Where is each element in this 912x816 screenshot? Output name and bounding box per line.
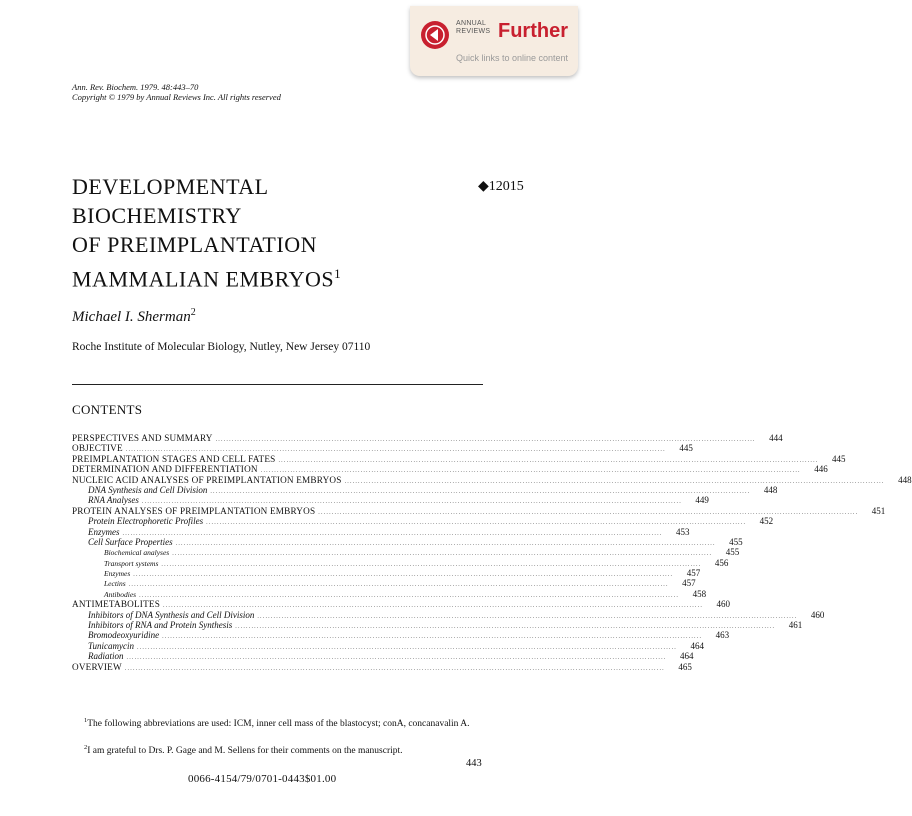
citation-line2: Copyright © 1979 by Annual Reviews Inc. All rights reserved (72, 92, 281, 102)
citation-line1: Ann. Rev. Biochem. 1979. 48:443–70 (72, 82, 199, 92)
author (72, 307, 196, 326)
toc-entry-page: 444 (769, 433, 783, 443)
toc-entry-page: 456 (714, 557, 729, 568)
toc-entry-label: Enzymes (88, 526, 120, 537)
toc-entry-page: 449 (695, 495, 709, 506)
toc-entry[interactable] (72, 484, 778, 495)
footnote-1-marker: 1 (84, 717, 88, 724)
toc-leader-dots: ........................................................................................................................................................................................................ (235, 624, 776, 631)
toc-entry-page: 448 (763, 484, 778, 495)
toc-entry-page: 460 (716, 599, 731, 610)
toc-entry[interactable] (72, 651, 694, 662)
article-title (72, 172, 452, 293)
badge-further-label: Further (498, 20, 568, 42)
toc-entry[interactable] (72, 495, 709, 506)
toc-entry[interactable] (72, 526, 690, 537)
toc-entry-label: DNA Synthesis and Cell Division (88, 484, 208, 495)
toc-entry[interactable] (72, 588, 707, 599)
table-of-contents (72, 433, 912, 672)
toc-leader-dots: ........................................................................................................................................................................................................ (163, 603, 704, 610)
toc-entry-label: Cell Surface Properties (88, 536, 173, 547)
toc-entry-page: 461 (788, 620, 803, 631)
badge-publisher (456, 20, 490, 36)
toc-entry[interactable] (72, 516, 774, 527)
toc-entry-label: RNA Analyses (88, 495, 139, 506)
toc-leader-dots: ........................................................................................................................................................................................................ (122, 530, 663, 537)
footnote-2-marker: 2 (84, 744, 88, 751)
toc-entry-page: 465 (678, 661, 692, 672)
toc-leader-dots: ........................................................................................................................................................................................................ (126, 655, 667, 662)
title-line3: OF PREIMPLANTATION (72, 232, 317, 257)
toc-entry-page: 448 (898, 474, 912, 485)
title-line1: DEVELOPMENTAL (72, 174, 269, 199)
toc-entry-label: Inhibitors of RNA and Protein Synthesis (88, 620, 233, 631)
toc-entry-label: Biochemical analyses (104, 548, 170, 558)
toc-entry-label: Antibodies (104, 589, 137, 599)
toc-leader-dots: ........................................................................................................................................................................................................ (137, 644, 677, 651)
badge-publisher-line1: ANNUAL (456, 20, 487, 27)
toc-entry-page: 446 (814, 464, 828, 475)
article-code: ◆12015 (478, 179, 524, 194)
title-line2: BIOCHEMISTRY (72, 203, 242, 228)
toc-entry-label: PROTEIN ANALYSES OF PREIMPLANTATION EMBRYOS (72, 505, 316, 516)
toc-leader-dots: ........................................................................................................................................................................................................ (133, 572, 674, 579)
contents-heading: CONTENTS (72, 402, 143, 417)
footnote-2 (72, 741, 488, 758)
article-identifier: 0066-4154/79/0701-0443$01.00 (188, 773, 337, 785)
toc-leader-dots: ........................................................................................................................................................................................................ (257, 613, 798, 620)
toc-entry-label: Transport systems (104, 558, 159, 568)
toc-entry-label: OBJECTIVE (72, 443, 123, 454)
toc-entry[interactable] (72, 474, 912, 485)
toc-leader-dots: ........................................................................................................................................................................................................ (175, 540, 716, 547)
toc-entry[interactable] (72, 578, 696, 589)
toc-entry-page: 457 (686, 568, 701, 579)
toc-leader-dots: ........................................................................................................................................................................................................ (124, 665, 665, 672)
toc-entry-page: 457 (682, 578, 696, 589)
toc-leader-dots: ........................................................................................................................................................................................................ (206, 520, 747, 527)
toc-entry-page: 445 (831, 453, 846, 464)
toc-leader-dots: ........................................................................................................................................................................................................ (162, 634, 703, 641)
toc-leader-dots: ........................................................................................................................................................................................................ (278, 457, 819, 464)
toc-entry[interactable] (72, 640, 704, 651)
badge-publisher-line2: REVIEWS (456, 28, 491, 35)
toc-entry-label: Protein Electrophoretic Profiles (88, 516, 204, 527)
toc-entry-page: 458 (692, 588, 707, 599)
toc-leader-dots: ........................................................................................................................................................................................................ (318, 509, 859, 516)
footnote-1 (72, 714, 488, 731)
title-line4-text: MAMMALIAN EMBRYOS (72, 266, 335, 292)
toc-entry-label: PREIMPLANTATION STAGES AND CELL FATES (72, 453, 276, 464)
toc-leader-dots: ........................................................................................................................................................................................................ (128, 582, 669, 589)
toc-leader-dots: ........................................................................................................................................................................................................ (172, 551, 713, 558)
toc-entry-page: 460 (810, 609, 825, 620)
author-footnote-marker[interactable]: 2 (190, 307, 196, 318)
further-badge[interactable] (410, 6, 578, 76)
toc-entry-label: OVERVIEW (72, 661, 122, 672)
toc-entry-page: 453 (676, 526, 690, 537)
toc-entry[interactable] (72, 620, 803, 631)
toc-entry[interactable] (72, 433, 783, 443)
toc-entry[interactable] (72, 505, 886, 516)
title-footnote-marker[interactable]: 1 (334, 266, 342, 281)
toc-leader-dots: ........................................................................................................................................................................................................ (210, 488, 751, 495)
affiliation: Roche Institute of Molecular Biology, Nutley, New Jersey 07110 (72, 341, 371, 353)
toc-entry[interactable] (72, 661, 692, 672)
toc-entry[interactable] (72, 536, 743, 547)
toc-entry-label: Tunicamycin (88, 640, 134, 651)
footnote-1-text: The following abbreviations are used: ICM, inner cell mass of the blastocyst; conA, concanavalin A. (87, 719, 470, 730)
toc-entry[interactable] (72, 547, 740, 558)
badge-subtitle: Quick links to online content (456, 53, 569, 63)
toc-entry-page: 452 (759, 516, 774, 527)
toc-entry[interactable] (72, 453, 846, 464)
toc-entry[interactable] (72, 630, 730, 641)
toc-entry-label: Bromodeoxyuridine (88, 630, 160, 641)
toc-entry-page: 463 (715, 630, 730, 641)
toc-entry-label: Enzymes (104, 569, 131, 579)
annual-reviews-logo-icon (420, 20, 450, 50)
toc-entry-label: Radiation (88, 651, 124, 662)
toc-entry-page: 455 (729, 536, 743, 547)
toc-entry-page: 464 (680, 651, 694, 662)
toc-entry-page: 455 (725, 547, 740, 558)
divider (72, 384, 483, 385)
toc-entry[interactable] (72, 599, 731, 610)
toc-entry-label: ANTIMETABOLITES (72, 599, 161, 610)
author-name: Michael I. Sherman (72, 309, 191, 325)
page-number: 443 (466, 758, 482, 769)
toc-leader-dots: ........................................................................................................................................................................................................ (141, 499, 682, 506)
toc-leader-dots: ........................................................................................................................................................................................................ (260, 468, 801, 475)
toc-entry-label: DETERMINATION AND DIFFERENTIATION (72, 464, 258, 475)
toc-entry-label: PERSPECTIVES AND SUMMARY (72, 433, 213, 443)
toc-entry[interactable] (72, 568, 701, 579)
toc-leader-dots: ........................................................................................................................................................................................................ (344, 478, 885, 485)
toc-leader-dots: ........................................................................................................................................................................................................ (161, 561, 702, 568)
toc-entry-page: 464 (690, 640, 704, 651)
toc-entry[interactable] (72, 557, 729, 568)
toc-entry[interactable] (72, 609, 825, 620)
toc-entry-page: 451 (871, 505, 886, 516)
toc-entry-label: NUCLEIC ACID ANALYSES OF PREIMPLANTATION EMBRYOS (72, 474, 342, 485)
footnote-2-text: I am grateful to Drs. P. Gage and M. Sellens for their comments on the manuscript. (87, 746, 403, 757)
toc-leader-dots: ........................................................................................................................................................................................................ (125, 447, 666, 454)
title-line4 (72, 259, 452, 293)
toc-entry-page: 445 (679, 443, 693, 454)
toc-entry[interactable] (72, 464, 828, 475)
toc-leader-dots: ........................................................................................................................................................................................................ (139, 592, 680, 599)
toc-entry-label: Lectins (104, 579, 126, 589)
citation (72, 82, 281, 102)
toc-entry-label: Inhibitors of DNA Synthesis and Cell Division (88, 609, 255, 620)
toc-entry[interactable] (72, 443, 693, 454)
toc-leader-dots: ........................................................................................................................................................................................................ (215, 437, 756, 443)
